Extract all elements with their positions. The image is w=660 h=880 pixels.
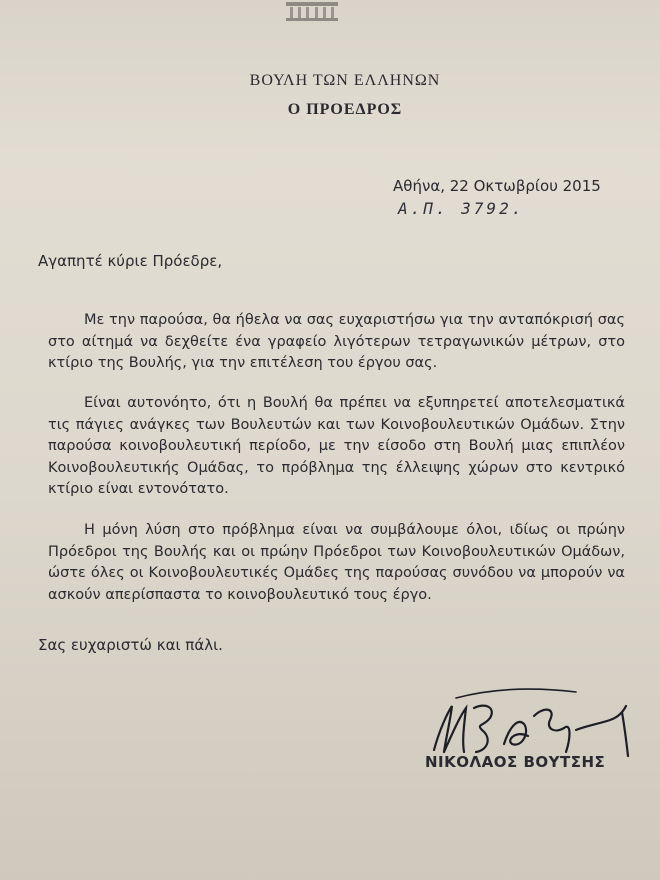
protocol-number: Α.Π. 3792. bbox=[398, 199, 525, 218]
letter-date: Αθήνα, 22 Οκτωβρίου 2015 bbox=[393, 177, 601, 195]
paragraph-2: Είναι αυτονόητο, ότι η Βουλή θα πρέπει να εξυπηρετεί αποτελεσματικά τις πάγιες ανάγκες των Βουλευτών και των Κοινοβουλευτικών Ομάδων. Στην παρούσα κοινοβουλευτική περίοδο, με την είσοδο στη Βουλή μιας επιπλέον Κοινοβουλευτικής Ομάδας, το πρόβλημα της έλλειψης χώρων στο κεντρικό κτίριο είναι εντονότατο. bbox=[48, 395, 625, 497]
office-title: Ο ΠΡΟΕΔΡΟΣ bbox=[287, 101, 403, 118]
closing-line: Σας ευχαριστώ και πάλι. bbox=[38, 636, 223, 654]
parliament-name: ΒΟΥΛΗ ΤΩΝ ΕΛΛΗΝΩΝ bbox=[249, 72, 441, 89]
parliament-crest-icon bbox=[282, 0, 342, 22]
signer-name: ΝΙΚΟΛΑΟΣ ΒΟΥΤΣΗΣ bbox=[425, 753, 606, 771]
paragraph-1: Με την παρούσα, θα ήθελα να σας ευχαριστήσω για την ανταπόκρισή σας στο αίτημά να δεχθείτε ένα γραφείο λιγότερων τετραγωνικών μέτρων, στο κτίριο της Βουλής, για την επιτέλεση του έργου σας. bbox=[48, 312, 625, 371]
salutation: Αγαπητέ κύριε Πρόεδρε, bbox=[38, 252, 223, 270]
paragraph-3: Η μόνη λύση στο πρόβλημα είναι να συμβάλουμε όλοι, ιδίως οι πρώην Πρόεδροι της Βουλής και οι πρώην Πρόεδροι των Κοινοβουλευτικών Ομάδων, ώστε όλες οι Κοινοβουλευτικές Ομάδες της παρούσας συνόδου να μπορούν να ασκούν απερίσπαστα το κοινοβουλευτικό τους έργο. bbox=[48, 522, 625, 603]
